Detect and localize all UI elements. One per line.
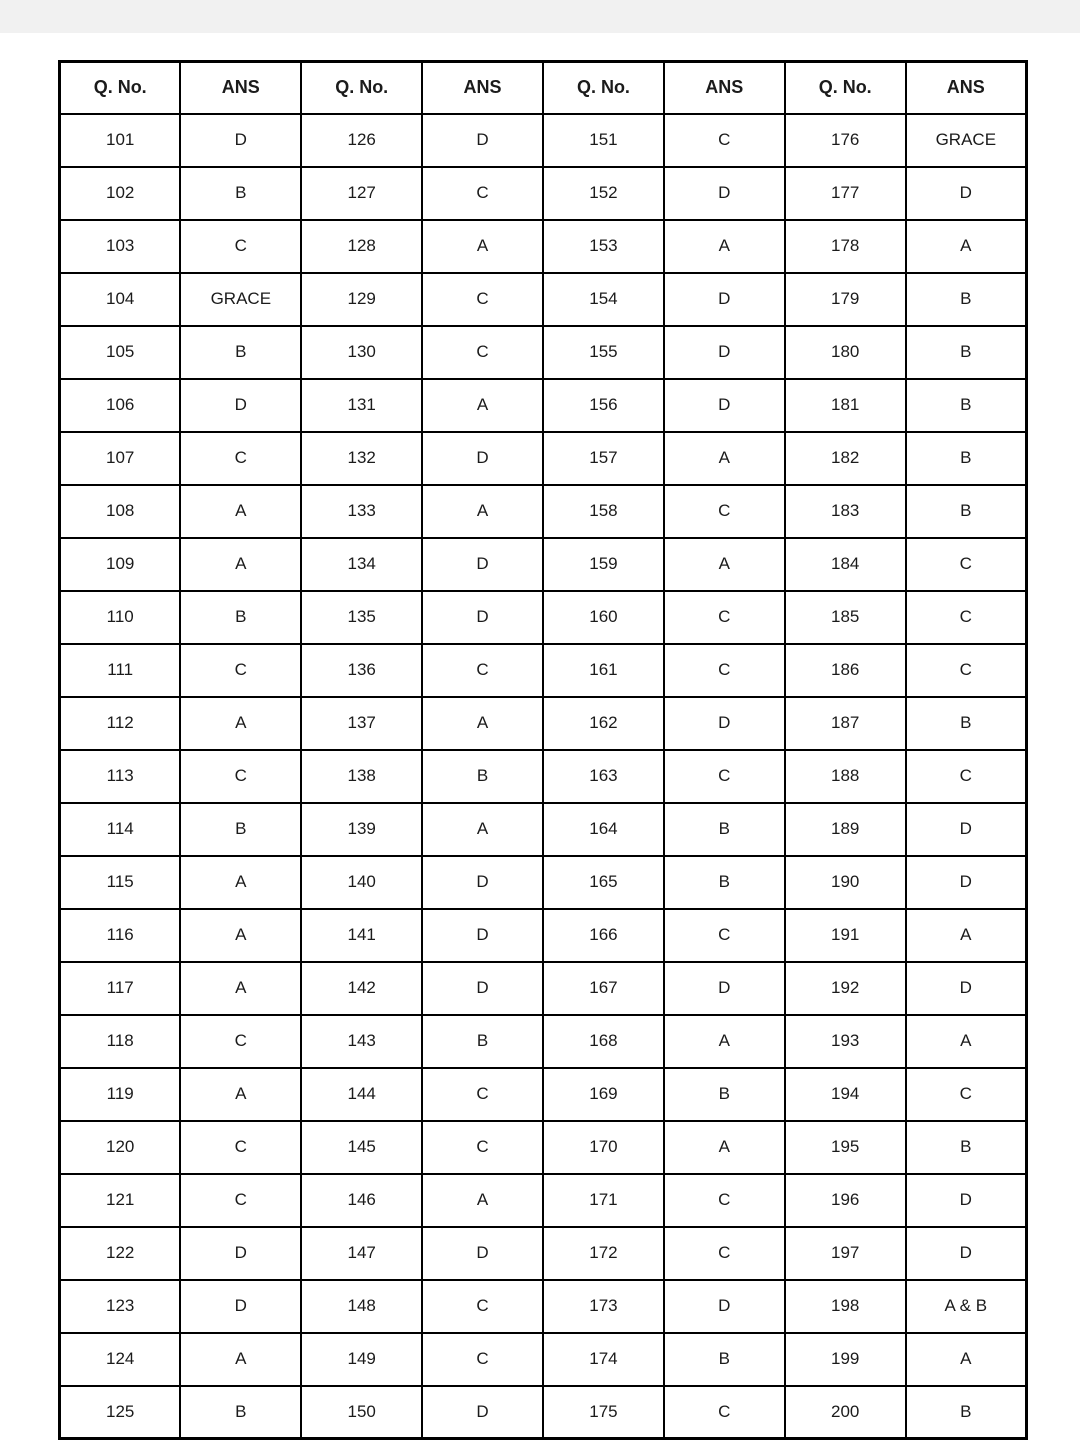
qno-cell: 187 (785, 697, 906, 750)
ans-cell: C (664, 591, 785, 644)
header-qno: Q. No. (60, 62, 181, 114)
ans-cell: D (422, 591, 543, 644)
qno-cell: 112 (60, 697, 181, 750)
qno-cell: 175 (543, 1386, 664, 1439)
ans-cell: B (906, 697, 1027, 750)
ans-cell: C (906, 750, 1027, 803)
ans-cell: C (664, 644, 785, 697)
ans-cell: A (906, 909, 1027, 962)
qno-cell: 158 (543, 485, 664, 538)
ans-cell: B (180, 167, 301, 220)
table-row (60, 1015, 1027, 1068)
qno-cell: 132 (301, 432, 422, 485)
qno-cell: 151 (543, 114, 664, 167)
ans-cell: D (422, 1227, 543, 1280)
qno-cell: 156 (543, 379, 664, 432)
ans-cell: C (180, 220, 301, 273)
qno-cell: 113 (60, 750, 181, 803)
ans-cell: C (664, 1174, 785, 1227)
ans-cell: B (906, 1121, 1027, 1174)
qno-cell: 169 (543, 1068, 664, 1121)
table-row (60, 432, 1027, 485)
qno-cell: 138 (301, 750, 422, 803)
qno-cell: 188 (785, 750, 906, 803)
qno-cell: 110 (60, 591, 181, 644)
qno-cell: 164 (543, 803, 664, 856)
qno-cell: 117 (60, 962, 181, 1015)
ans-cell: C (906, 591, 1027, 644)
qno-cell: 121 (60, 1174, 181, 1227)
qno-cell: 147 (301, 1227, 422, 1280)
qno-cell: 131 (301, 379, 422, 432)
ans-cell: B (664, 803, 785, 856)
ans-cell: A (664, 1121, 785, 1174)
qno-cell: 189 (785, 803, 906, 856)
ans-cell: C (180, 1174, 301, 1227)
ans-cell: D (180, 1227, 301, 1280)
header-ans: ANS (422, 62, 543, 114)
table-row (60, 326, 1027, 379)
ans-cell: C (664, 114, 785, 167)
ans-cell: D (664, 273, 785, 326)
qno-cell: 146 (301, 1174, 422, 1227)
table-row (60, 1068, 1027, 1121)
qno-cell: 162 (543, 697, 664, 750)
header-ans: ANS (180, 62, 301, 114)
qno-cell: 139 (301, 803, 422, 856)
ans-cell: A (180, 1068, 301, 1121)
ans-cell: D (664, 326, 785, 379)
qno-cell: 174 (543, 1333, 664, 1386)
ans-cell: A & B (906, 1280, 1027, 1333)
qno-cell: 111 (60, 644, 181, 697)
answer-key-table (58, 60, 1028, 1440)
table-row (60, 1386, 1027, 1439)
ans-cell: C (664, 1386, 785, 1439)
ans-cell: D (664, 379, 785, 432)
qno-cell: 125 (60, 1386, 181, 1439)
ans-cell: D (180, 379, 301, 432)
ans-cell: D (906, 803, 1027, 856)
ans-cell: C (906, 644, 1027, 697)
qno-cell: 109 (60, 538, 181, 591)
qno-cell: 172 (543, 1227, 664, 1280)
qno-cell: 116 (60, 909, 181, 962)
qno-cell: 197 (785, 1227, 906, 1280)
header-qno: Q. No. (301, 62, 422, 114)
ans-cell: C (664, 909, 785, 962)
ans-cell: B (906, 485, 1027, 538)
ans-cell: D (422, 538, 543, 591)
qno-cell: 190 (785, 856, 906, 909)
qno-cell: 148 (301, 1280, 422, 1333)
qno-cell: 133 (301, 485, 422, 538)
ans-cell: D (180, 114, 301, 167)
qno-cell: 180 (785, 326, 906, 379)
qno-cell: 155 (543, 326, 664, 379)
ans-cell: D (906, 1227, 1027, 1280)
table-row (60, 1333, 1027, 1386)
ans-cell: D (422, 432, 543, 485)
qno-cell: 195 (785, 1121, 906, 1174)
qno-cell: 141 (301, 909, 422, 962)
ans-cell: C (422, 1333, 543, 1386)
qno-cell: 128 (301, 220, 422, 273)
qno-cell: 199 (785, 1333, 906, 1386)
qno-cell: 171 (543, 1174, 664, 1227)
ans-cell: D (180, 1280, 301, 1333)
ans-cell: C (906, 1068, 1027, 1121)
ans-cell: D (664, 697, 785, 750)
ans-cell: B (906, 1386, 1027, 1439)
ans-cell: A (664, 1015, 785, 1068)
table-row (60, 167, 1027, 220)
qno-cell: 168 (543, 1015, 664, 1068)
qno-cell: 102 (60, 167, 181, 220)
ans-cell: C (664, 750, 785, 803)
ans-cell: C (422, 1280, 543, 1333)
ans-cell: C (180, 644, 301, 697)
ans-cell: A (180, 697, 301, 750)
ans-cell: B (180, 803, 301, 856)
ans-cell: C (422, 273, 543, 326)
qno-cell: 137 (301, 697, 422, 750)
ans-cell: A (906, 220, 1027, 273)
header-ans: ANS (906, 62, 1027, 114)
ans-cell: D (906, 167, 1027, 220)
qno-cell: 165 (543, 856, 664, 909)
ans-cell: B (422, 750, 543, 803)
ans-cell: B (664, 1333, 785, 1386)
ans-cell: B (664, 1068, 785, 1121)
ans-cell: A (422, 379, 543, 432)
ans-cell: B (906, 273, 1027, 326)
qno-cell: 145 (301, 1121, 422, 1174)
qno-cell: 119 (60, 1068, 181, 1121)
ans-cell: A (664, 220, 785, 273)
qno-cell: 123 (60, 1280, 181, 1333)
ans-cell: C (422, 644, 543, 697)
table-head (60, 62, 1027, 114)
qno-cell: 167 (543, 962, 664, 1015)
top-gray-strip (0, 0, 1080, 33)
table-row (60, 114, 1027, 167)
table-row (60, 485, 1027, 538)
table-body (60, 114, 1027, 1439)
qno-cell: 181 (785, 379, 906, 432)
qno-cell: 191 (785, 909, 906, 962)
table-row (60, 538, 1027, 591)
qno-cell: 177 (785, 167, 906, 220)
ans-cell: A (180, 962, 301, 1015)
ans-cell: A (906, 1015, 1027, 1068)
qno-cell: 120 (60, 1121, 181, 1174)
ans-cell: D (422, 856, 543, 909)
ans-cell: D (664, 1280, 785, 1333)
qno-cell: 101 (60, 114, 181, 167)
ans-cell: B (180, 1386, 301, 1439)
qno-cell: 194 (785, 1068, 906, 1121)
ans-cell: A (422, 803, 543, 856)
qno-cell: 153 (543, 220, 664, 273)
table-row (60, 220, 1027, 273)
qno-cell: 105 (60, 326, 181, 379)
ans-cell: D (664, 962, 785, 1015)
ans-cell: D (906, 856, 1027, 909)
qno-cell: 134 (301, 538, 422, 591)
ans-cell: D (906, 962, 1027, 1015)
ans-cell: A (180, 538, 301, 591)
header-row (60, 62, 1027, 114)
qno-cell: 124 (60, 1333, 181, 1386)
qno-cell: 108 (60, 485, 181, 538)
qno-cell: 144 (301, 1068, 422, 1121)
ans-cell: D (422, 909, 543, 962)
table-row (60, 1280, 1027, 1333)
table-row (60, 379, 1027, 432)
qno-cell: 173 (543, 1280, 664, 1333)
ans-cell: C (180, 1015, 301, 1068)
qno-cell: 107 (60, 432, 181, 485)
qno-cell: 166 (543, 909, 664, 962)
qno-cell: 114 (60, 803, 181, 856)
qno-cell: 126 (301, 114, 422, 167)
ans-cell: C (906, 538, 1027, 591)
table-row (60, 273, 1027, 326)
qno-cell: 136 (301, 644, 422, 697)
ans-cell: B (664, 856, 785, 909)
qno-cell: 179 (785, 273, 906, 326)
table-row (60, 697, 1027, 750)
qno-cell: 160 (543, 591, 664, 644)
ans-cell: C (180, 432, 301, 485)
table-row (60, 591, 1027, 644)
qno-cell: 176 (785, 114, 906, 167)
qno-cell: 104 (60, 273, 181, 326)
qno-cell: 118 (60, 1015, 181, 1068)
table-row (60, 803, 1027, 856)
qno-cell: 159 (543, 538, 664, 591)
qno-cell: 200 (785, 1386, 906, 1439)
ans-cell: C (422, 326, 543, 379)
qno-cell: 143 (301, 1015, 422, 1068)
qno-cell: 127 (301, 167, 422, 220)
ans-cell: A (664, 538, 785, 591)
table-row (60, 750, 1027, 803)
table-row (60, 856, 1027, 909)
qno-cell: 150 (301, 1386, 422, 1439)
ans-cell: C (422, 167, 543, 220)
ans-cell: C (180, 750, 301, 803)
qno-cell: 157 (543, 432, 664, 485)
ans-cell: A (180, 909, 301, 962)
ans-cell: C (180, 1121, 301, 1174)
table-row (60, 962, 1027, 1015)
qno-cell: 184 (785, 538, 906, 591)
qno-cell: 135 (301, 591, 422, 644)
qno-cell: 183 (785, 485, 906, 538)
qno-cell: 106 (60, 379, 181, 432)
ans-cell: D (422, 1386, 543, 1439)
ans-cell: A (180, 856, 301, 909)
header-ans: ANS (664, 62, 785, 114)
qno-cell: 196 (785, 1174, 906, 1227)
ans-cell: D (664, 167, 785, 220)
ans-cell: D (906, 1174, 1027, 1227)
ans-cell: A (422, 220, 543, 273)
table-row (60, 1174, 1027, 1227)
qno-cell: 140 (301, 856, 422, 909)
ans-cell: C (422, 1068, 543, 1121)
table-row (60, 644, 1027, 697)
table-row (60, 1227, 1027, 1280)
ans-cell: B (906, 432, 1027, 485)
ans-cell: A (422, 697, 543, 750)
qno-cell: 198 (785, 1280, 906, 1333)
ans-cell: A (422, 485, 543, 538)
qno-cell: 149 (301, 1333, 422, 1386)
qno-cell: 154 (543, 273, 664, 326)
qno-cell: 163 (543, 750, 664, 803)
header-qno: Q. No. (785, 62, 906, 114)
qno-cell: 152 (543, 167, 664, 220)
qno-cell: 130 (301, 326, 422, 379)
ans-cell: B (422, 1015, 543, 1068)
table-row (60, 909, 1027, 962)
ans-cell: A (422, 1174, 543, 1227)
qno-cell: 161 (543, 644, 664, 697)
ans-cell: B (906, 326, 1027, 379)
qno-cell: 185 (785, 591, 906, 644)
table-row (60, 1121, 1027, 1174)
ans-cell: B (180, 326, 301, 379)
ans-cell: D (422, 114, 543, 167)
ans-cell: A (180, 485, 301, 538)
qno-cell: 192 (785, 962, 906, 1015)
qno-cell: 129 (301, 273, 422, 326)
ans-cell: GRACE (906, 114, 1027, 167)
qno-cell: 186 (785, 644, 906, 697)
qno-cell: 182 (785, 432, 906, 485)
ans-cell: C (664, 485, 785, 538)
qno-cell: 122 (60, 1227, 181, 1280)
qno-cell: 170 (543, 1121, 664, 1174)
qno-cell: 115 (60, 856, 181, 909)
qno-cell: 142 (301, 962, 422, 1015)
qno-cell: 193 (785, 1015, 906, 1068)
ans-cell: A (906, 1333, 1027, 1386)
qno-cell: 178 (785, 220, 906, 273)
ans-cell: A (180, 1333, 301, 1386)
ans-cell: D (422, 962, 543, 1015)
ans-cell: B (906, 379, 1027, 432)
header-qno: Q. No. (543, 62, 664, 114)
ans-cell: A (664, 432, 785, 485)
ans-cell: C (422, 1121, 543, 1174)
ans-cell: C (664, 1227, 785, 1280)
ans-cell: GRACE (180, 273, 301, 326)
ans-cell: B (180, 591, 301, 644)
qno-cell: 103 (60, 220, 181, 273)
